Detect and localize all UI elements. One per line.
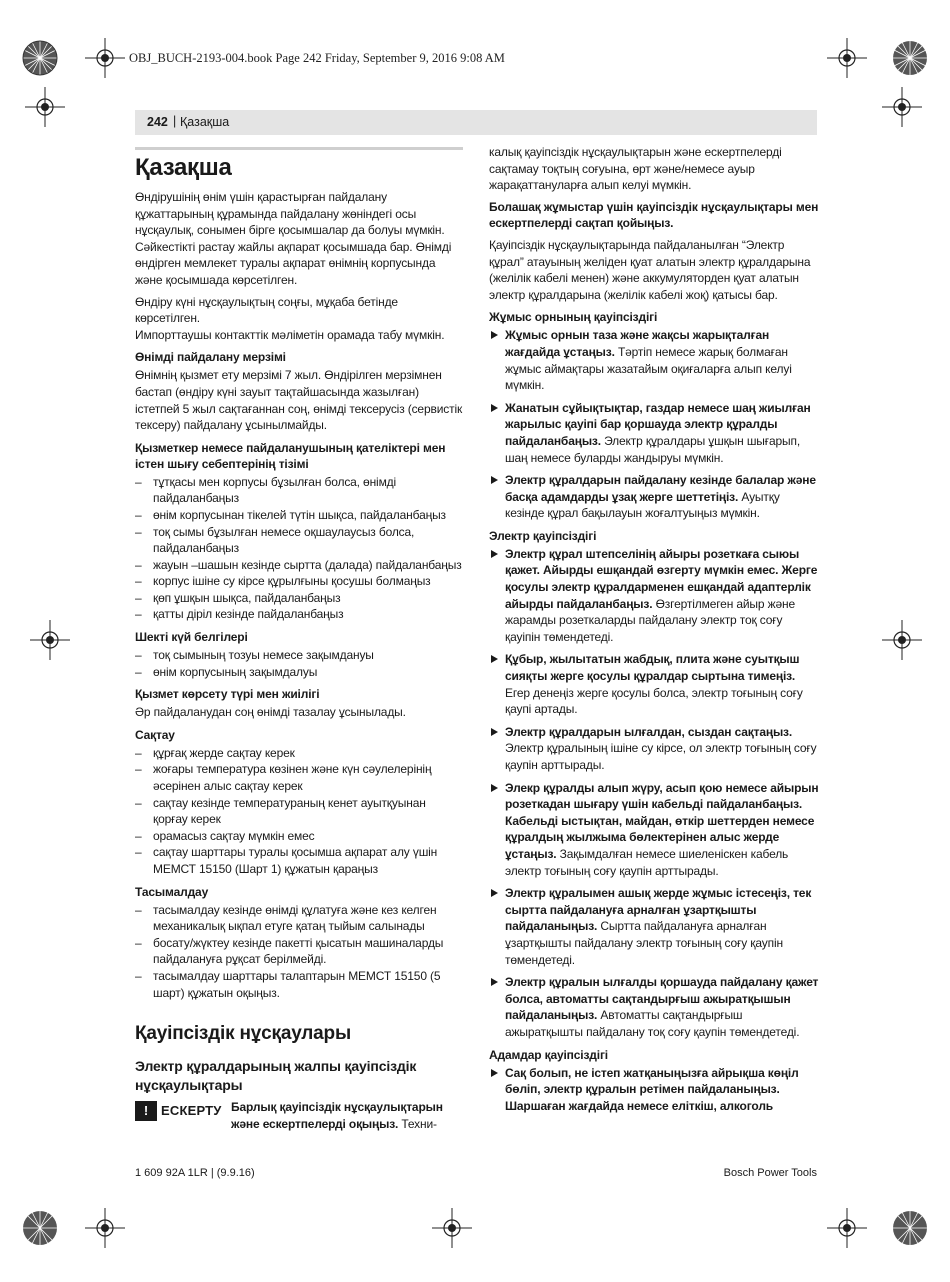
item-bold: Элекр құралды алып жүру, асып қою немесе айырын розеткадан шығару үшін кабельді пайдаланбаңыз. Кабельді ыстықтан, майдан, өткір шеттерден немесе құралдың жылжыма бөлектерінен алыс жерде ұстаңыз. <box>505 780 819 861</box>
section-title-failure-list: Қызметкер немесе пайдаланушының қателіктері мен істен шығу себептерінің тізімі <box>135 440 446 471</box>
list-item <box>489 724 819 774</box>
intro-paragraph-1: Өндірушінің өнім үшін қарастырған пайдалану құжаттарының құрамында пайдалану жөніндегі осы нұсқаулық, сонымен бірге қосымшалар да болуы мүмкін. Сәйкестікті растау жайлы ақпарат қосымшада бар. Өнімді өндірген мемлекет туралы ақпарат өнімнің корпусында және қосымшада көрсетілген. <box>135 190 452 287</box>
item-bold: Электр құрал штепселінің айыры розеткаға сыюы қажет. Айырды ешқандай өзгерту мүмкін емес. Жерге қосулы электр құралдарменен ешқандай адаптерлік айырды пайдаланбаңыз. <box>505 546 818 611</box>
item-bold: Сақ болып, не істеп жатқаныңызға айрықша көңіл бөліп, электр құралын ретімен пайдаланыңыз. Шаршаған жағдайда немесе еліткіш, алкоголь <box>505 1065 799 1113</box>
list-item <box>489 780 819 880</box>
list-item <box>489 546 819 646</box>
list-item: – сақтау шарттары туралы қосымша ақпарат алу үшін МЕМСТ 15150 (Шарт 1) құжатын қараңыз <box>135 844 463 877</box>
item-text: Сыртта пайдалануға арналған ұзартқышты пайдалану электр тоғының соғу қаупін төмендетеді. <box>505 919 783 967</box>
registration-mark-bottom-left <box>10 1198 70 1258</box>
list-item: – тоқ сымы бұзылған немесе оқшаулаусыз болса, пайдаланбаңыз <box>135 524 463 557</box>
warning-label: ЕСКЕРТУ <box>161 1102 222 1118</box>
title-rule <box>135 147 463 150</box>
item-bold: Электр құралдарын пайдалану кезінде балалар және басқа адамдарды ұзақ жерге шеттетіңіз. <box>505 473 816 504</box>
service-life-text: Өнімнің қызмет ету мерзімі 7 жыл. Өндірілген мерзімнен бастап (өндіру күні зауыт тақтайшасында жазылған) істетпей 5 жыл сақтағаннан соң, өнімді тексерусіз (сервистік тексеру) пайдалану ұсынылмайды. <box>135 368 463 433</box>
personal-safety-list <box>489 1065 819 1115</box>
list-item: – жоғары температура көзінен және күн сәулелерінің әсерінен алыс сақтау керек <box>135 761 463 794</box>
section-title-maintenance: Қызмет көрсету түрі мен жиілігі <box>135 687 320 702</box>
intro-paragraph-2: Өндіру күні нұсқаулықтың соңғы, мұқаба бетінде көрсетілген. Импорттаушы контакттік мәліметін орамада табу мүмкін. <box>135 294 445 342</box>
list-item: – өнім корпусының зақымдалуы <box>135 664 463 681</box>
continued-paragraph: калық қауіпсіздік нұсқаулықтарын және ескертпелерді сақтамау тоқтың соғуына, өрт және/немесе ауыр жарақаттануларға алып келуі мүмкін. <box>489 145 782 193</box>
item-text: Ауытқу кезінде құрал бақылауын жоғалтуыңыз мүмкін. <box>505 489 780 521</box>
left-column <box>135 145 463 1132</box>
crosshair-mark-top-right <box>827 38 867 78</box>
registration-mark-top-right <box>880 28 940 88</box>
page-header-bar <box>135 110 817 135</box>
list-item: – қөп ұшқын шықса, пайдаланбаңыз <box>135 590 463 607</box>
warning-icon: ! <box>135 1101 157 1121</box>
item-text: Егер денеңіз жерге қосулы болса, электр тоғының соғу қаупі артады. <box>505 685 803 717</box>
section-title-electrical: Электр қауіпсіздігі <box>489 528 597 543</box>
failure-list <box>135 474 463 623</box>
storage-list <box>135 745 463 878</box>
section-title-transport: Тасымалдау <box>135 884 209 899</box>
item-bold: Жанатын сұйықтықтар, газдар немесе шаң жиылған жарылыс қауіпі бар қоршауда электр құралды пайдаланбаңыз. <box>505 400 811 448</box>
list-item <box>489 651 819 717</box>
item-text: Электр құралдары ұшқын шығарып, шаң немесе буларды жандыруы мүмкін. <box>505 433 801 465</box>
section-title-work-area: Жұмыс орнының қауіпсіздігі <box>489 310 658 325</box>
crosshair-mark-upper-left <box>25 87 65 127</box>
list-item <box>489 974 819 1040</box>
list-item: – тасымалдау кезінде өнімді құлатуға және кез келген механикалық ықпал етуге қатаң тыйым салынады <box>135 902 463 935</box>
item-text: Тәртіп немесе жарық болмаған жұмыс аймақтары жазатайым оқиғаларға алып келуі мүмкін. <box>505 344 792 393</box>
header-separator: | <box>173 114 177 128</box>
list-item <box>489 885 819 968</box>
page-number: 242 <box>147 115 168 129</box>
section-title-personal: Адамдар қауіпсіздігі <box>489 1047 608 1062</box>
list-item: – өнім корпусынан тікелей түтін шықса, пайдаланбаңыз <box>135 507 463 524</box>
right-column <box>489 144 819 1120</box>
warning-badge <box>135 1101 222 1121</box>
item-bold: Жұмыс орнын таза және жақсы жарықталған жағдайда ұстаңыз. <box>505 328 770 359</box>
list-item: – жауын –шашын кезінде сыртта (далада) пайдаланбаңыз <box>135 557 463 574</box>
transport-list <box>135 902 463 1002</box>
crosshair-mark-bottom-right <box>827 1208 867 1248</box>
item-bold: Электр құралдарын ылғалдан, сыздан сақтаңыз. <box>505 724 793 739</box>
footer-brand: Bosch Power Tools <box>723 1167 817 1179</box>
warning-text: Техни- <box>398 1116 437 1131</box>
page-title: Қазақша <box>135 154 232 181</box>
item-text: Зақымдалған немесе шиеленіскен кабель электр тоғының соғу қаупін арттырады. <box>505 846 789 878</box>
list-item: – сақтау кезінде температураның кенет ауытқуынан қорғау керек <box>135 795 463 828</box>
list-item <box>489 400 819 466</box>
term-definition-text: Қауіпсіздік нұсқаулықтарында пайдаланылған “Электр құрал” атауының желіден қуат алатын электр құралдарына (желілік кабелі менен) және аккумуляторден қуат алатын электр құралдарына (желілік кабелі жоқ) қатысы бар. <box>489 237 811 302</box>
keep-instructions-text: Болашақ жұмыстар үшін қауіпсіздік нұсқаулықтары мен ескертпелерді сақтап қойыңыз. <box>489 199 819 231</box>
crosshair-mark-bottom-left <box>85 1208 125 1248</box>
crosshair-mark-bottom-center <box>432 1208 472 1248</box>
item-text: Автоматты сақтандырғыш ажыратқышты пайдалану тоқ соғу қаупін төмендетеді. <box>505 1008 800 1039</box>
crosshair-mark-mid-right <box>882 620 922 660</box>
section-title-storage: Сақтау <box>135 727 175 742</box>
list-item: – құрғақ жерде сақтау керек <box>135 745 463 762</box>
maintenance-text: Әр пайдаланудан соң өнімді тазалау ұсынылады. <box>135 705 406 720</box>
list-item: – босату/жүктеу кезінде пакетті қысатын машиналарды пайдалануға рұқсат берілмейді. <box>135 935 463 968</box>
footer-code: 1 609 92A 1LR | (9.9.16) <box>135 1167 255 1179</box>
warning-bold-text: Барлық қауіпсіздік нұсқаулықтарын және ескертпелерді оқыңыз. <box>231 1100 443 1131</box>
list-item: – қатты діріл кезінде пайдаланбаңыз <box>135 606 463 623</box>
list-item: – корпус ішіне су кірсе құрылғыны қосушы болмаңыз <box>135 573 463 590</box>
work-area-list <box>489 327 819 522</box>
list-item: – тасымалдау шарттары талаптарын МЕМСТ 15150 (5 шарт) құжатын оқыңыз. <box>135 968 463 1001</box>
print-slug: OBJ_BUCH-2193-004.book Page 242 Friday, September 9, 2016 9:08 AM <box>129 51 505 65</box>
list-item: – тұтқасы мен корпусы бұзылған болса, өнімді пайдаланбаңыз <box>135 474 463 507</box>
safety-heading: Қауіпсіздік нұсқаулары <box>135 1023 351 1045</box>
crosshair-mark-top-left <box>85 38 125 78</box>
item-bold: Электр құралын ылғалды қоршауда пайдалану қажет болса, автоматты сақтандырғыш ажыратқышын пайдаланыңыз. <box>505 975 819 1023</box>
warning-block <box>135 1099 463 1132</box>
list-item <box>489 1065 819 1115</box>
electrical-list <box>489 546 819 1041</box>
item-text: Өзгертілмеген айыр және жарамды розеткаларды пайдалану электр тоқ соғу қауіпін төмендетеді. <box>505 596 796 644</box>
crosshair-mark-mid-left <box>30 620 70 660</box>
limit-states-list <box>135 647 463 680</box>
registration-mark-bottom-right <box>880 1198 940 1258</box>
general-safety-heading: Электр құралдарының жалпы қауіпсіздік нұсқаулықтары <box>135 1058 417 1094</box>
item-bold: Құбыр, жылытатын жабдық, плита және суытқыш сияқты жерге қосулы құралдар сыртына тимеңіз. <box>505 652 800 684</box>
section-title-limit-states: Шекті күй белгілері <box>135 630 248 645</box>
item-text: Электр құралының ішіне су кірсе, ол электр тоғының соғу қаупін арттырады. <box>505 741 817 772</box>
section-title-service-life: Өнімді пайдалану мерзімі <box>135 350 286 365</box>
header-language: Қазақша <box>180 115 230 129</box>
item-bold: Электр құралымен ашық жерде жұмыс істесеңіз, тек сыртта пайдалануға арналған ұзартқышты пайдаланыңыз. <box>505 886 812 934</box>
registration-mark-top-left <box>10 28 70 88</box>
crosshair-mark-upper-right <box>882 87 922 127</box>
list-item: – орамасыз сақтау мүмкін емес <box>135 828 463 845</box>
list-item <box>489 327 819 393</box>
list-item: – тоқ сымының тозуы немесе зақымдануы <box>135 647 463 664</box>
list-item <box>489 472 819 522</box>
